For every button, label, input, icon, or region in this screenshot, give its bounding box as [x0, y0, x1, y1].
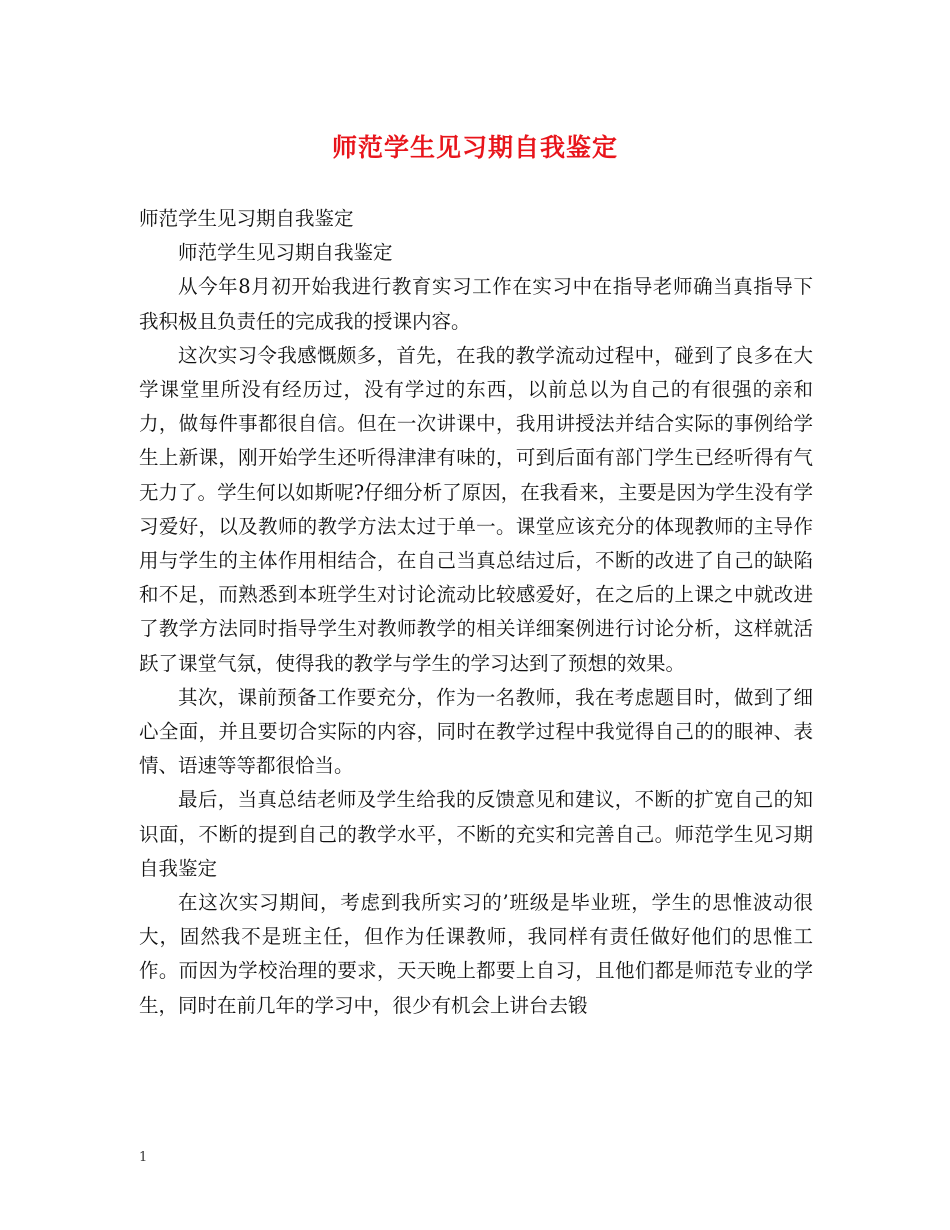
document-body [139, 202, 813, 1023]
document-title: 师范学生见习期自我鉴定 [331, 133, 618, 162]
paragraph-subheading: 师范学生见习期自我鉴定 [178, 241, 393, 265]
paragraph-heading: 师范学生见习期自我鉴定 [139, 207, 354, 230]
page-number: 1 [139, 1150, 148, 1165]
paragraph: 其次，课前预备工作要充分，作为一名教师，我在考虑题目时，做到了细心全面，并且要切合实际的内容，同时在教学过程中我觉得自己的的眼神、表情、语速等等都很恰当。 [139, 685, 813, 778]
paragraph: 这次实习令我感慨颇多，首先，在我的教学流动过程中，碰到了良多在大学课堂里所没有经历过，没有学过的东西，以前总以为自己的有很强的亲和力，做每件事都很自信。但在一次讲课中，我用讲授法并结合实际的事例给学生上新课，刚开始学生还听得津津有味的，可到后面有部门学生已经听得有气无力了。学生何以如斯呢?仔细分析了原因，在我看来，主要是因为学生没有学习爱好，以及教师的教学方法太过于单一。课堂应该充分的体现教师的主导作用与学生的主体作用相结合，在自己当真总结过后，不断的改进了自己的缺陷和不足，而熟悉到本班学生对讨论流动比较感爱好，在之后的上课之中就改进了教学方法同时指导学生对教师教学的相关详细案例进行讨论分析，这样就活跃了课堂气氛，使得我的教学与学生的学习达到了预想的效果。 [139, 343, 813, 675]
paragraph: 在这次实习期间，考虑到我所实习的’班级是毕业班，学生的思惟波动很大，固然我不是班主任，但作为任课教师，我同样有责任做好他们的思惟工作。而因为学校治理的要求，天天晚上都要上自习，且他们都是师范专业的学生，同时在前几年的学习中，很少有机会上讲台去锻 [139, 891, 813, 1017]
paragraph: 最后，当真总结老师及学生给我的反馈意见和建议，不断的扩宽自己的知识面，不断的提到自己的教学水平，不断的充实和完善自己。师范学生见习期自我鉴定 [139, 788, 813, 880]
paragraph: 从今年8月初开始我进行教育实习工作在实习中在指导老师确当真指导下我积极且负责任的完成我的授课内容。 [139, 275, 813, 333]
